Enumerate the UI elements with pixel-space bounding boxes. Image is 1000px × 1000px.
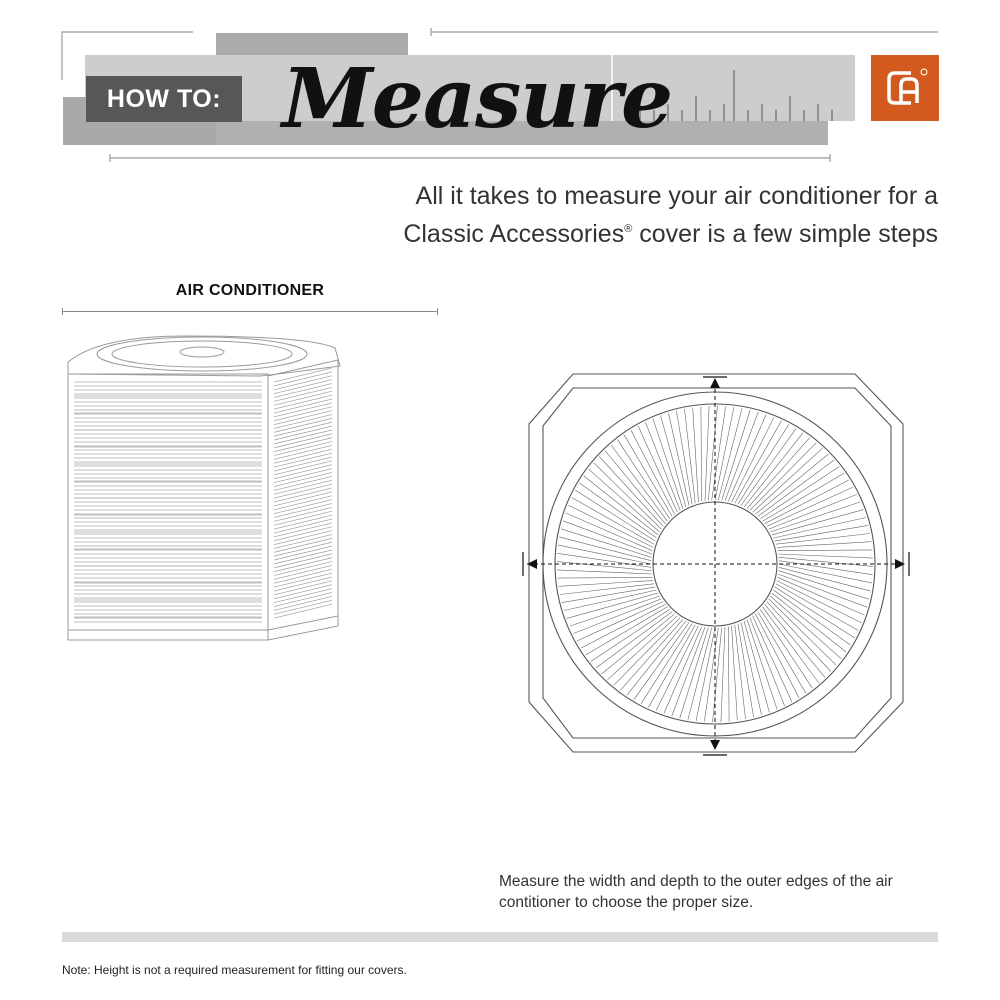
classic-accessories-logo-icon: [871, 55, 939, 121]
intro-line-1: All it takes to measure your air conditioner for a: [415, 182, 938, 210]
front-grille: [74, 382, 262, 622]
intro-line-2: [338, 213, 938, 251]
bottom-divider-bar: [62, 932, 938, 942]
unit-outer-outline: [529, 374, 903, 752]
intro-line-2-suffix: cover is a few simple steps: [632, 220, 938, 248]
measure-instruction: Measure the width and depth to the outer edges of the air contitioner to choose the proper size.: [499, 873, 893, 911]
air-conditioner-label-rule: [62, 311, 438, 312]
air-conditioner-label: AIR CONDITIONER: [175, 282, 325, 299]
air-conditioner-illustration: [60, 334, 350, 650]
arrow-up-icon: [710, 378, 720, 388]
registered-mark: ®: [624, 223, 633, 235]
brand-logo: [871, 55, 939, 121]
top-view-measurement-diagram: [515, 368, 915, 764]
brand-name: Classic Accessories: [403, 220, 625, 248]
intro-text: [338, 180, 938, 251]
footnote: Note: Height is not a required measurement for fitting our covers.: [62, 963, 407, 977]
how-to-badge: HOW TO:: [86, 76, 242, 122]
page-title: Measure: [282, 51, 673, 147]
arrow-down-icon: [710, 740, 720, 750]
side-grille: [274, 368, 332, 618]
